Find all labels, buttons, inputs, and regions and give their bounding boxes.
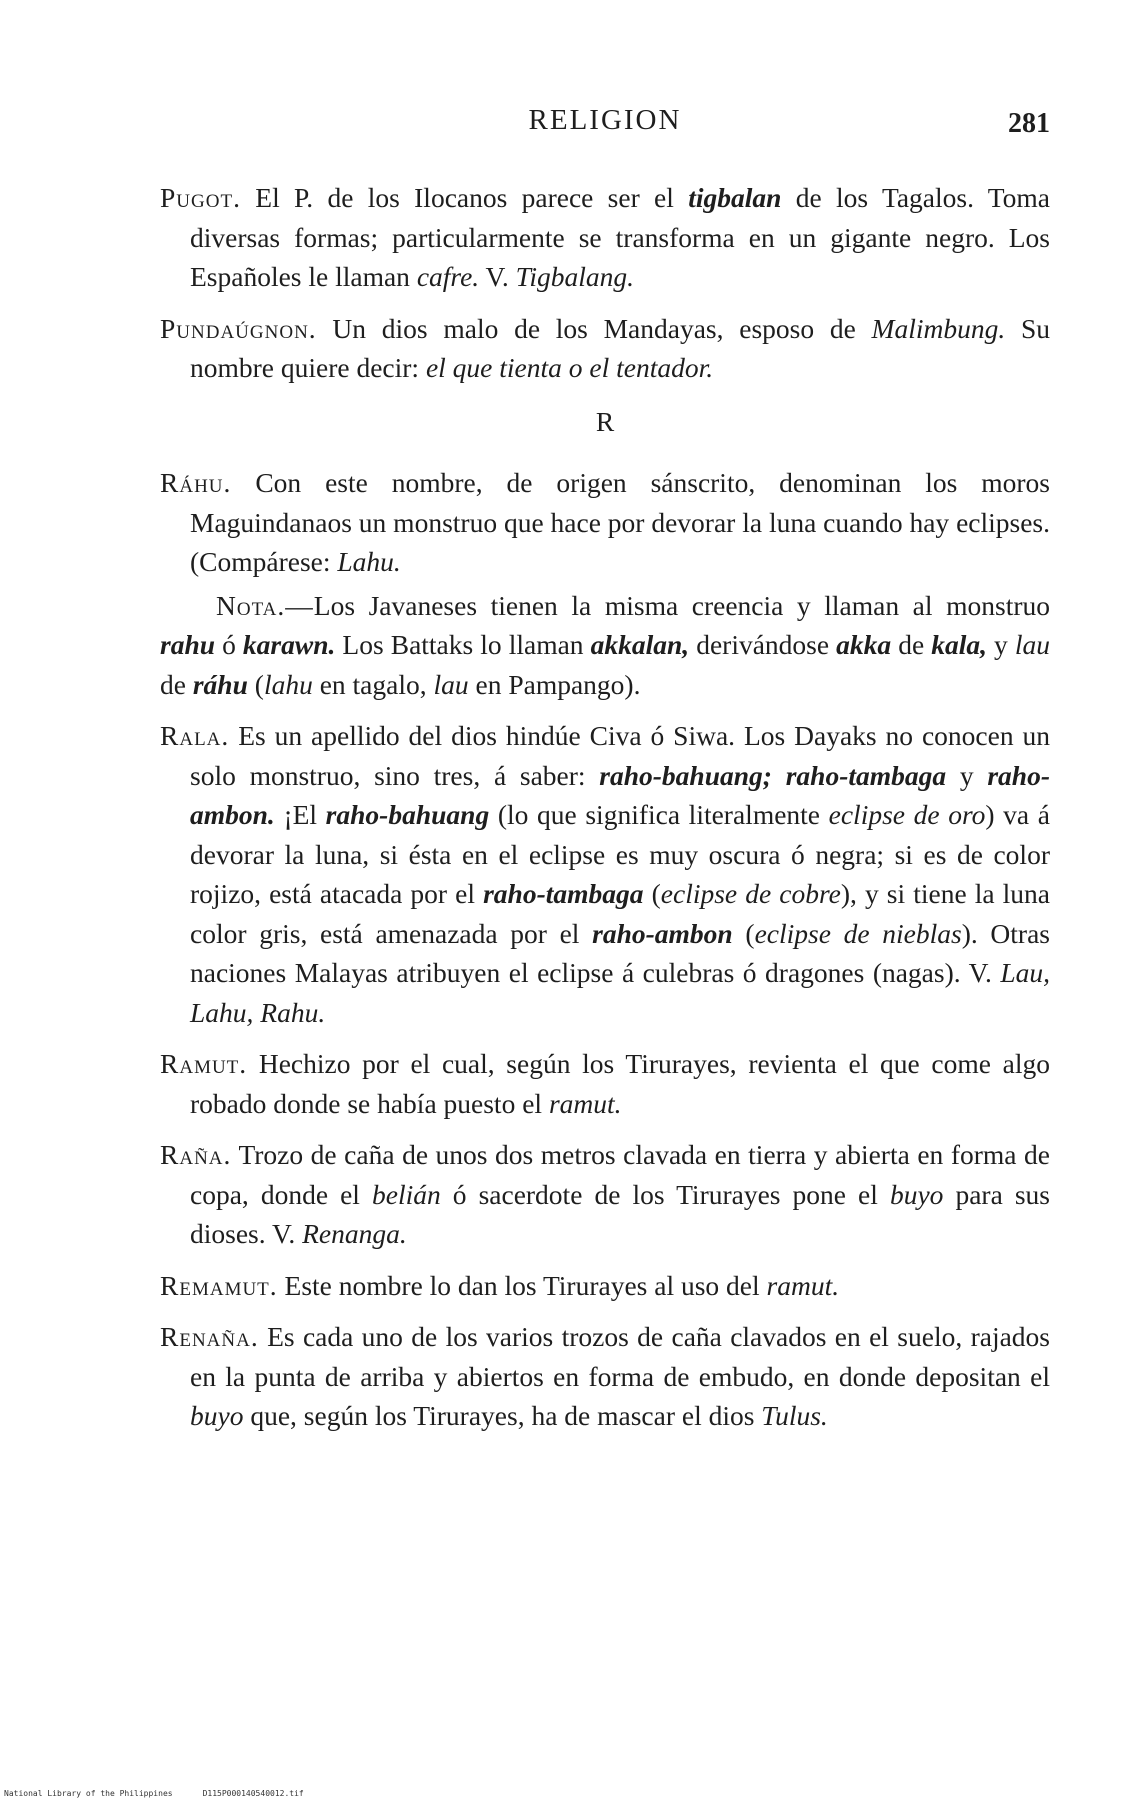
entry-rahu: Ráhu. Con este nombre, de origen sánscrito, denominan los moros Maguindanaos un monstruo que hace por devorar la luna cuando hay eclipses. (Compárese: Lahu. <box>160 467 1050 577</box>
headword: Pundaúgnon. <box>160 312 317 344</box>
section-letter: R <box>595 405 615 437</box>
page-header <box>160 104 1050 148</box>
headword: Rala. <box>160 720 230 751</box>
headword: Renaña. <box>160 1321 259 1352</box>
entry-ramut: Ramut. Hechizo por el cual, según los Tirurayes, revienta el que come algo robado donde se había puesto el ramut. <box>160 1048 1050 1119</box>
entry-pugot: Pugot. El P. de los Ilocanos parece ser el tigbalan de los Tagalos. Toma diversas formas; particularmente se transforma en un gigante negro. Los Españoles le llaman cafre. V. Tigbalang. <box>160 182 1051 292</box>
entry-pundaugnon: Pundaúgnon. Un dios malo de los Mandayas, esposo de Malimbung. Su nombre quiere decir: el que tienta o el tentador. <box>160 312 1051 383</box>
running-title: RELIGION <box>528 104 682 136</box>
dictionary-text <box>160 178 1050 1448</box>
headword: Pugot. <box>160 182 241 213</box>
entry-rana: Raña. Trozo de caña de unos dos metros clavada en tierra y abierta en forma de copa, donde el belián ó sacerdote de los Tirurayes pone el buyo para sus dioses. V. Renanga. <box>160 1139 1050 1249</box>
entry-remamut: Remamut. Este nombre lo dan los Tirurayes al uso del ramut. <box>160 1269 840 1301</box>
page-number: 281 <box>1008 108 1050 139</box>
headword: Ráhu. <box>160 467 232 498</box>
file-id: D115P000140540012.tif <box>202 1789 304 1798</box>
note: Nota.—Los Javaneses tienen la misma creencia y llaman al monstruo rahu ó karawn. Los Battaks lo llaman akkalan, derivándose akka de kala, y lau de ráhu (lahu en tagalo, lau en Pampango). <box>160 589 1050 700</box>
headword: Remamut. <box>160 1269 278 1301</box>
headword: Ramut. <box>160 1048 248 1079</box>
scan-footer <box>4 1789 304 1798</box>
entry-rala: Rala. Es un apellido del dios hindúe Civa ó Siwa. Los Dayaks no conocen un solo monstruo, sino tres, á saber: raho-bahuang; raho-tambaga y raho-ambon. ¡El raho-bahuang (lo que significa literalmente eclipse de oro) va á devorar la luna, si ésta en el eclipse es muy oscura ó negra; si es de color rojizo, está atacada por el raho-tambaga (eclipse de cobre), y si tiene la luna color gris, está amenazada por el raho-ambon (eclipse de nieblas). Otras naciones Malayas atribuyen el eclipse á culebras ó dragones (nagas). V. Lau, Lahu, Rahu. <box>160 720 1051 1028</box>
library-credit: National Library of the Philippines <box>4 1789 173 1798</box>
note-label: Nota.— <box>216 589 314 621</box>
headword: Raña. <box>160 1139 232 1170</box>
entry-renana: Renaña. Es cada uno de los varios trozos de caña clavados en el suelo, rajados en la punta de arriba y abiertos en forma de embudo, en donde depositan el buyo que, según los Tirurayes, ha de mascar el dios Tulus. <box>160 1321 1050 1431</box>
